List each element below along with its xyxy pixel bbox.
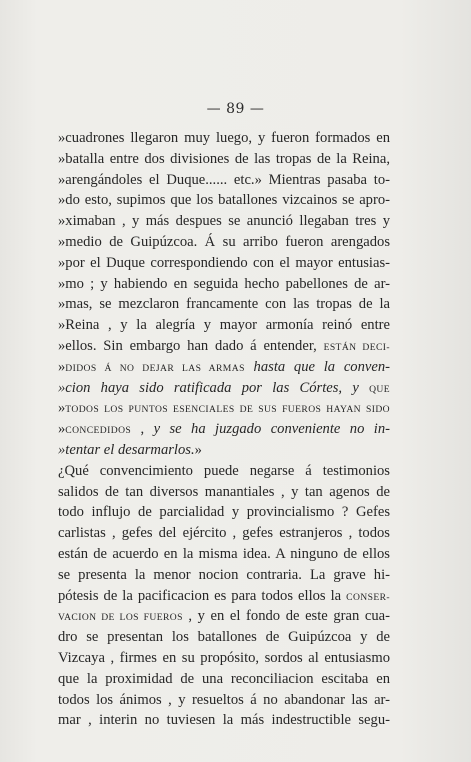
text-segment: y se ha juzgado conveniente no in- xyxy=(153,421,390,438)
text-segment: TODOS LOS PUNTOS ESENCIALES DE SUS FUEROS HAYAN SIDO xyxy=(65,404,390,416)
text-segment: »cion haya sido ratificada por las Córtes, y xyxy=(58,379,370,396)
text-segment: »mas, se mezclaron francamente con las tropas de la xyxy=(58,296,390,313)
text-line xyxy=(58,170,390,191)
text-line xyxy=(58,440,390,461)
text-segment: »do esto, supimos que los batallones vizcainos se apro- xyxy=(58,192,390,209)
text-line xyxy=(58,690,390,711)
text-segment: »cuadrones llegaron muy luego, y fueron formados en xyxy=(58,130,390,146)
text-segment: todo influjo de parcialidad y provincialismo ? Gefes xyxy=(58,504,390,521)
text-line xyxy=(58,336,390,357)
text-line xyxy=(58,315,390,336)
text-line xyxy=(58,190,390,211)
text-segment: pótesis de la pacificacion es para todos ellos la xyxy=(58,587,347,604)
text-segment: hasta que la conven- xyxy=(244,358,390,375)
text-line xyxy=(58,606,390,627)
text-segment: » xyxy=(194,441,202,458)
text-line xyxy=(58,523,390,544)
text-line xyxy=(58,211,390,232)
text-segment: »batalla entre dos divisiones de las tropas de la Reina, xyxy=(58,150,390,167)
text-line xyxy=(58,294,390,315)
text-segment: carlistas , gefes del ejército , gefes estranjeros , todos xyxy=(58,525,390,542)
text-line xyxy=(58,482,390,503)
text-line xyxy=(58,544,390,565)
page-number: — 89 — xyxy=(206,101,265,117)
text-line xyxy=(58,253,390,274)
text-line xyxy=(58,378,390,399)
text-segment: DIDOS Á NO DEJAR LAS ARMAS xyxy=(65,362,245,374)
text-line xyxy=(58,669,390,690)
text-line xyxy=(58,232,390,253)
text-line xyxy=(58,398,390,419)
text-segment: » xyxy=(58,358,66,375)
text-segment: »medio de Guipúzcoa. Á su arribo fueron arengados xyxy=(58,233,390,250)
text-segment: todos los ánimos , y resueltos á no abandonar las ar- xyxy=(58,691,390,708)
text-segment: que la proximidad de una reconciliacion escitaba en xyxy=(58,670,390,687)
text-line xyxy=(58,648,390,669)
text-line xyxy=(58,357,390,378)
text-segment: ESTÁN DECI- xyxy=(323,341,390,353)
text-segment: »Reina , y la alegría y mayor armonía reinó entre xyxy=(58,317,390,334)
text-line xyxy=(58,274,390,295)
body-text xyxy=(58,128,390,731)
text-segment: »tentar el desarmarlos. xyxy=(58,441,195,458)
text-line xyxy=(58,419,390,440)
text-segment: , xyxy=(131,421,154,438)
text-segment: QUE xyxy=(369,383,390,395)
text-line xyxy=(58,586,390,607)
text-segment: dro se presentan los batallones de Guipúzcoa y de xyxy=(58,629,390,646)
text-segment: »ellos. Sin embargo han dado á entender, xyxy=(58,337,324,354)
text-line xyxy=(58,627,390,648)
text-segment: »ximaban , y más despues se anunció llegaban tres y xyxy=(58,213,390,230)
text-line xyxy=(58,128,390,149)
text-line xyxy=(58,710,390,731)
text-segment: » xyxy=(58,400,66,417)
text-line xyxy=(58,149,390,170)
text-line xyxy=(58,502,390,523)
text-segment: »por el Duque correspondiendo con el mayor entusias- xyxy=(58,254,390,271)
text-segment: , y en el fondo de este gran cua- xyxy=(182,608,390,625)
text-segment: » xyxy=(58,421,66,438)
text-segment: »mo ; y habiendo en seguida hecho pabellones de ar- xyxy=(58,275,390,292)
text-segment: mar , interin no tuviesen la más indestructible segu- xyxy=(58,712,390,729)
text-segment: ¿Qué convencimiento puede negarse á testimonios xyxy=(58,462,390,479)
text-segment: Vizcaya , firmes en su propósito, sordos al entusiasmo xyxy=(58,649,390,666)
text-segment: CONSER- xyxy=(346,591,390,603)
text-segment: CONCEDIDOS xyxy=(65,425,132,437)
text-line xyxy=(58,565,390,586)
text-segment: salidos de tan diversos manantiales , y tan agenos de xyxy=(58,483,390,500)
text-segment: se presenta la menor nocion contraria. La grave hi- xyxy=(58,566,390,583)
text-line xyxy=(58,461,390,482)
text-segment: están de acuerdo en la misma idea. A ninguno de ellos xyxy=(58,545,390,562)
text-segment: »arengándoles el Duque...... etc.» Mientras pasaba to- xyxy=(58,171,390,188)
text-segment: VACION DE LOS FUEROS xyxy=(58,612,183,624)
